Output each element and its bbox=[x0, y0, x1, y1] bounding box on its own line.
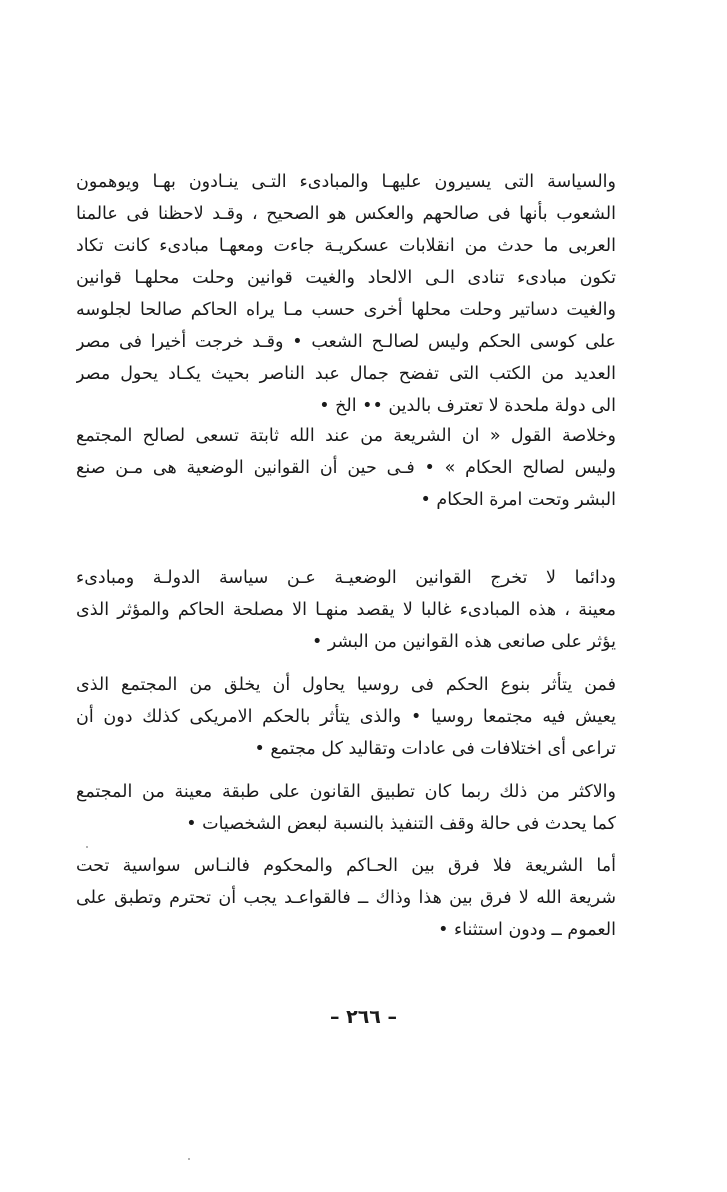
text-line: ودائما لا تخرج القوانين الوضعيـة عـن سياسة الدولـة ومبادىء bbox=[76, 568, 616, 588]
paragraph-1 bbox=[76, 166, 616, 422]
text-line: على كوسى الحكم وليس لصالـح الشعب • وقـد خرجت أخيرا فى مصر bbox=[76, 332, 616, 352]
text-line: العديد من الكتب التى تفضح جمال عبد الناصر بحيث يكـاد يحول مصر bbox=[76, 364, 616, 384]
text-line: العربى ما حدث من انقلابات عسكريـة جاءت ومعهـا مبادىء كانت تكاد bbox=[76, 236, 616, 256]
page-number: – ٢٦٦ – bbox=[329, 1006, 398, 1028]
text-line: وليس لصالح الحكام » • فـى حين أن القوانين الوضعية هى مـن صنع bbox=[76, 458, 616, 478]
text-line: معينة ، هذه المبادىء غالبا لا يقصد منهـا الا مصلحة الحاكم والمؤثر الذى bbox=[76, 600, 616, 620]
text-line: شريعة الله لا فرق بين هذا وذاك ــ فالقواعـد يجب أن تحترم وتطبق على bbox=[76, 888, 616, 908]
text-line: فمن يتأثر بنوع الحكم فى روسيا يحاول أن يخلق من المجتمع الذى bbox=[76, 675, 616, 695]
text-line: وخلاصة القول « ان الشريعة من عند الله ثابتة تسعى لصالح المجتمع bbox=[76, 426, 616, 446]
paragraph-6 bbox=[76, 850, 616, 946]
text-line: الشعوب بأنها فى صالحهم والعكس هو الصحيح ، وقـد لاحظنا فى عالمنا bbox=[76, 204, 616, 224]
paragraph-3 bbox=[76, 562, 616, 658]
scan-speck bbox=[86, 846, 88, 848]
text-line: الى دولة ملحدة لا تعترف بالدين •• الخ • bbox=[319, 396, 616, 416]
text-line: والاكثر من ذلك ربما كان تطبيق القانون على طبقة معينة من المجتمع bbox=[76, 782, 616, 802]
paragraph-4 bbox=[76, 669, 616, 765]
paragraph-2 bbox=[76, 420, 616, 516]
text-line: والسياسة التى يسيرون عليهـا والمبادىء التـى ينـادون بهـا ويوهمون bbox=[76, 172, 616, 192]
text-line: أما الشريعة فلا فرق بين الحـاكم والمحكوم فالنـاس سواسية تحت bbox=[76, 856, 616, 876]
text-line: البشر وتحت امرة الحكام • bbox=[420, 490, 616, 510]
text-line: يعيش فيه مجتمعا روسيا • والذى يتأثر بالحكم الامريكى كذلك دون أن bbox=[76, 707, 616, 727]
text-line: والغيت دساتير وحلت محلها أخرى حسب مـا يراه الحاكم صالحا لجلوسه bbox=[76, 300, 616, 320]
paragraph-5 bbox=[76, 776, 616, 840]
text-line: العموم ــ ودون استثناء • bbox=[438, 920, 616, 940]
text-line: كما يحدث فى حالة وقف التنفيذ بالنسبة لبعض الشخصيات • bbox=[186, 814, 616, 834]
text-line: تراعى أى اختلافات فى عادات وتقاليد كل مجتمع • bbox=[254, 739, 616, 759]
text-line: يؤثر على صانعى هذه القوانين من البشر • bbox=[311, 632, 616, 652]
scan-speck bbox=[188, 1158, 190, 1160]
text-line: تكون مبادىء تنادى الـى الالحاد والغيت قوانين وحلت محلهـا قوانين bbox=[76, 268, 616, 288]
